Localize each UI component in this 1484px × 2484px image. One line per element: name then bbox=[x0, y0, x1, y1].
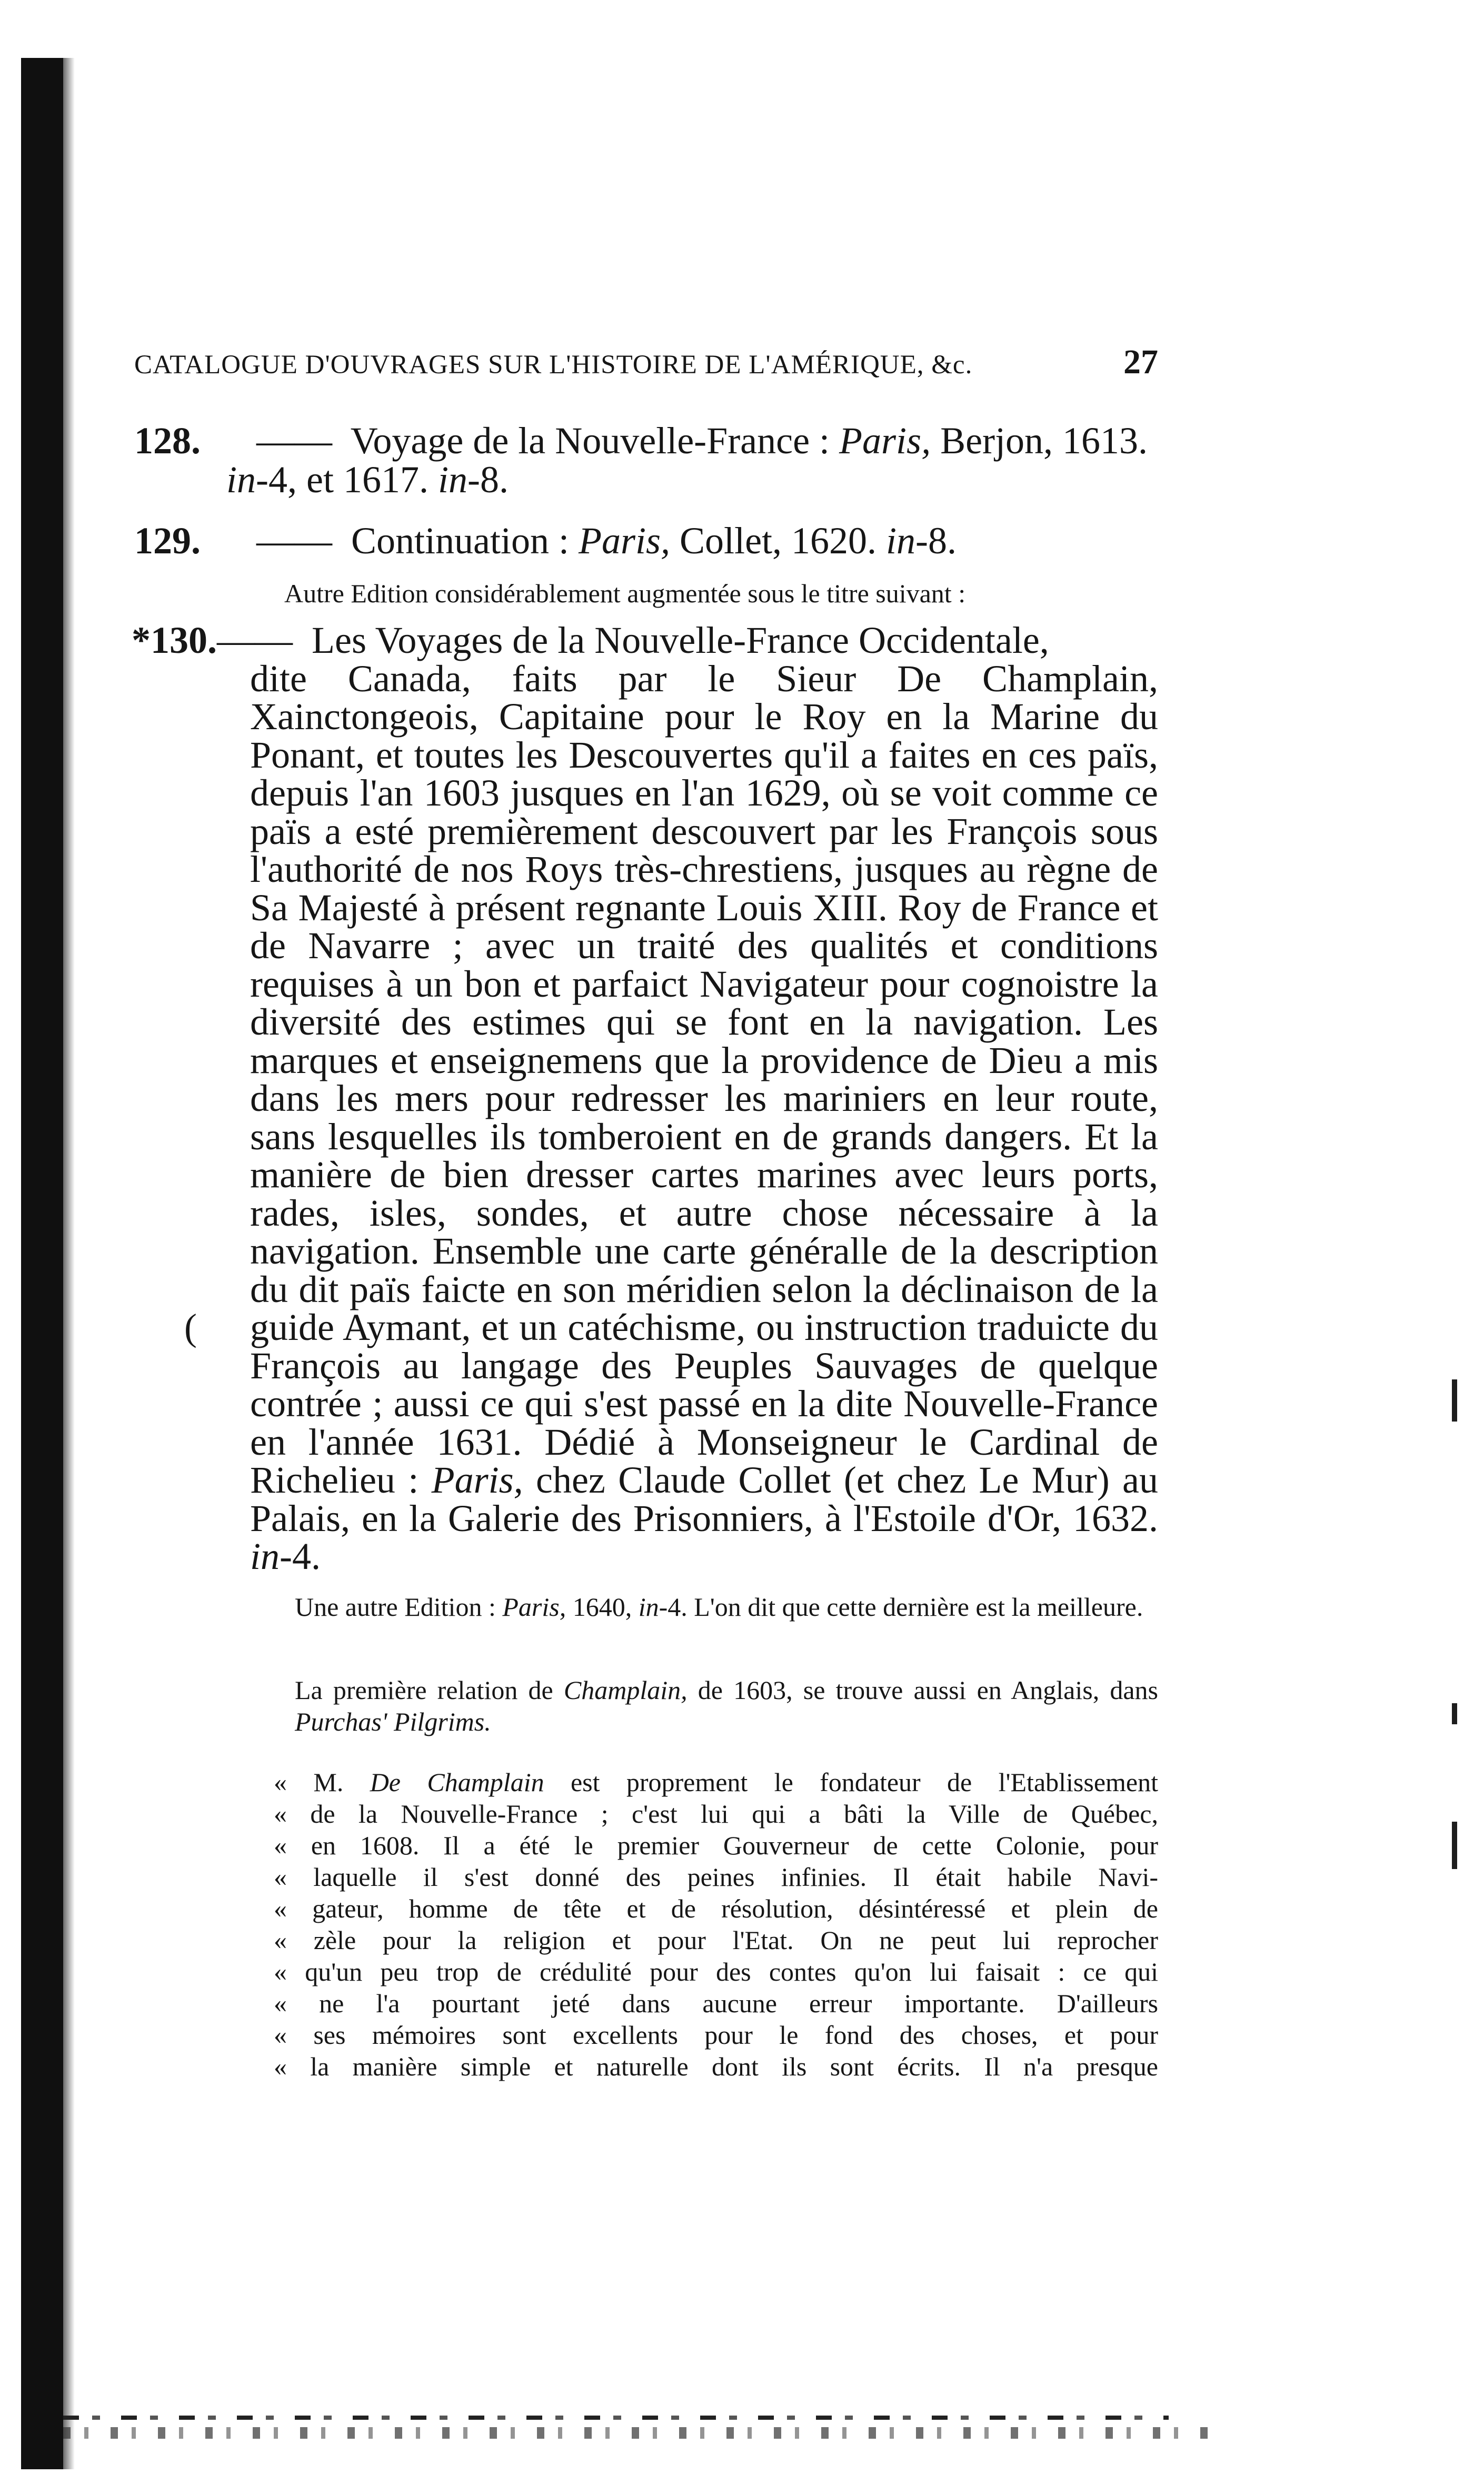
quote-line: « la manière simple et naturelle dont ils sont écrits. Il n'a presque bbox=[274, 2052, 1158, 2081]
champlain-note bbox=[295, 1674, 1158, 1737]
right-margin-mark bbox=[1452, 1379, 1457, 1422]
page-number: 27 bbox=[1123, 343, 1158, 381]
catalogue-entry-129 bbox=[134, 521, 1158, 560]
entry-format: in bbox=[226, 459, 256, 501]
quote-line: « ne l'a pourtant jeté dans aucune erreur importante. D'ailleurs bbox=[274, 1989, 1158, 2018]
entry-number: *130. bbox=[132, 619, 217, 661]
note-text: La première relation de bbox=[295, 1675, 564, 1705]
champlain-quote bbox=[274, 1766, 1158, 2082]
entry-format: in bbox=[886, 520, 916, 562]
note-text: de 1603, se trouve aussi en Anglais, dans bbox=[687, 1675, 1158, 1705]
quote-line: « qu'un peu trop de crédulité pour des contes qu'on lui faisait : ce qui bbox=[274, 1957, 1158, 1986]
entry-place: Paris, bbox=[839, 420, 931, 462]
entry-place: Paris, bbox=[431, 1459, 523, 1501]
entry-dash: —— bbox=[217, 619, 293, 661]
note-work: Purchas' Pilgrims. bbox=[295, 1707, 491, 1736]
page-bottom-edge-noise bbox=[63, 2427, 1221, 2439]
book-spine-shadow bbox=[21, 58, 63, 2469]
edition-note: Autre Edition considérablement augmentée sous le titre suivant : bbox=[284, 579, 966, 608]
entry-body-text: chez Claude Collet (et chez Le Mur) au Palais, en la Galerie des Prisonniers, à l'Estoile d'Or, 1632. bbox=[250, 1459, 1158, 1539]
entry-format: in bbox=[250, 1535, 280, 1577]
note-text: Une autre Edition : bbox=[295, 1592, 503, 1622]
entry-publisher: Berjon, 1613. bbox=[931, 420, 1148, 462]
running-head-title: CATALOGUE D'OUVRAGES SUR L'HISTOIRE DE L'AMÉRIQUE, &c. bbox=[134, 350, 973, 380]
note-format: in bbox=[638, 1592, 659, 1622]
other-edition-note bbox=[295, 1591, 1158, 1623]
note-name: Champlain, bbox=[563, 1675, 688, 1705]
quote-line: « zèle pour la religion et pour l'Etat. On ne peut lui reprocher bbox=[274, 1925, 1158, 1955]
entry-format-rest: -4, et 1617. bbox=[256, 459, 438, 501]
entry-format: in bbox=[437, 459, 467, 501]
running-header bbox=[134, 342, 1158, 390]
note-text: -4. L'on dit que cette dernière est la meilleure. bbox=[659, 1592, 1143, 1622]
entry-body bbox=[132, 657, 1158, 1577]
entry-number: 128. bbox=[134, 420, 201, 462]
quote-name: De Champlain bbox=[370, 1767, 544, 1797]
page-bottom-edge bbox=[63, 2416, 1169, 2420]
entry-format-rest: -4. bbox=[280, 1535, 321, 1577]
quote-line: « ses mémoires sont excellents pour le fond des choses, et pour bbox=[274, 2020, 1158, 2050]
entry-format-rest: -8. bbox=[467, 459, 509, 501]
catalogue-entry-130 bbox=[132, 621, 1158, 1576]
entry-publisher: Collet, 1620. bbox=[670, 520, 887, 562]
entry-place: Paris, bbox=[579, 520, 671, 562]
quote-line: « gateur, homme de tête et de résolution, désintéressé et plein de bbox=[274, 1894, 1158, 1923]
note-text: 1640, bbox=[566, 1592, 639, 1622]
entry-first-line bbox=[132, 621, 1158, 660]
right-margin-mark bbox=[1452, 1703, 1457, 1724]
spine-gradient bbox=[63, 58, 75, 2469]
entry-dash: —— bbox=[256, 420, 332, 462]
entry-format-rest: -8. bbox=[915, 520, 957, 562]
right-margin-mark bbox=[1452, 1822, 1457, 1869]
entry-title: Continuation : bbox=[351, 520, 579, 562]
entry-title: Voyage de la Nouvelle-France : bbox=[350, 420, 840, 462]
quote-line: « de la Nouvelle-France ; c'est lui qui a bâti la Ville de Québec, bbox=[274, 1799, 1158, 1829]
catalogue-entry-128 bbox=[134, 421, 1158, 499]
quote-line: « M. De Champlain est proprement le fondateur de l'Etablissement bbox=[274, 1767, 1158, 1797]
entry-number: 129. bbox=[134, 520, 201, 562]
entry-title: Les Voyages de la Nouvelle-France Occidentale, bbox=[312, 619, 1049, 661]
entry-dash: —— bbox=[256, 520, 332, 562]
quote-line: « en 1608. Il a été le premier Gouverneur de cette Colonie, pour bbox=[274, 1831, 1158, 1860]
quote-line: « laquelle il s'est donné des peines infinies. Il était habile Navi- bbox=[274, 1862, 1158, 1892]
margin-bracket-mark: ( bbox=[184, 1306, 197, 1348]
note-place: Paris, bbox=[502, 1592, 566, 1622]
entry-body-text: dite Canada, faits par le Sieur De Champlain, Xainctongeois, Capitaine pour le Roy en la Marine du Ponant, et toutes les Descouvertes qu'il a faites en ces païs, depuis l'an 1603 jusques en l'an 1629, où se voit comme ce païs a esté premièrement descouvert par les François sous l'authorité de nos Roys très-chrestiens, jusques au règne de Sa Majesté à présent regnante Louis XIII. Roy de France et de Navarre ; avec un traité des qualités et conditions requises à un bon et parfaict Navigateur pour cognoistre la diversité des estimes qui se font en la navigation. Les marques et enseignemens que la providence de Dieu a mis dans les mers pour redresser les mariniers en leur route, sans lesquelles ils tomberoient en de grands dangers. Et la manière de bien dresser cartes marines avec leurs ports, rades, isles, sondes, et autre chose nécessaire à la navigation. Ensemble une carte généralle de la description du dit païs faicte en son méridien selon la déclinaison de la guide Aymant, et un catéchisme, ou instruction traduicte du François au langage des Peuples Sauvages de quelque contrée ; aussi ce qui s'est passé en la dite Nouvelle-France en l'année 1631. Dédié à Monseigneur le Cardinal de Richelieu : bbox=[250, 657, 1158, 1501]
